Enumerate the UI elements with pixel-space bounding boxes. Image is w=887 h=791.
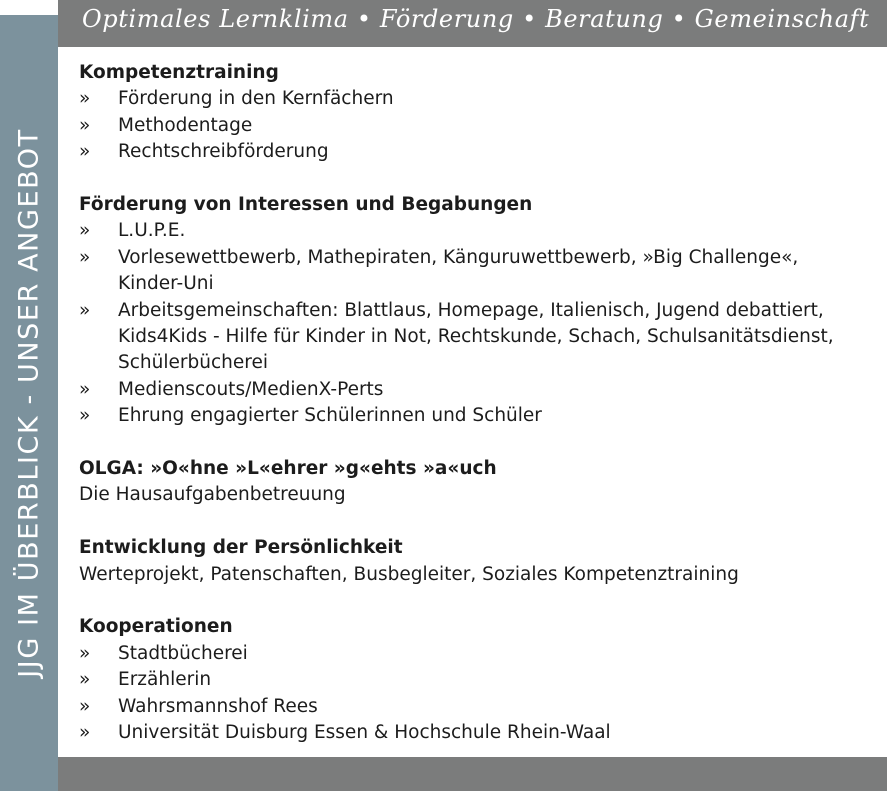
list-item xyxy=(79,245,869,298)
list-item-text: Erzählerin xyxy=(118,669,212,691)
section-foerderung xyxy=(79,192,869,430)
section-text: Die Hausaufgabenbetreuung xyxy=(79,484,346,506)
section-olga xyxy=(79,456,869,509)
bullet-icon: » xyxy=(79,405,91,427)
foerderung-list xyxy=(79,218,869,429)
section-text: Werteprojekt, Patenschaften, Busbegleiter, Soziales Kompetenztraining xyxy=(79,563,739,585)
bullet-icon: » xyxy=(79,220,91,242)
sidebar xyxy=(0,15,58,791)
list-item-text: Stadtbücherei xyxy=(118,642,248,664)
bullet-icon: » xyxy=(79,246,91,268)
list-item-text: Rechtschreibförderung xyxy=(118,141,329,163)
list-item xyxy=(79,403,869,429)
list-item xyxy=(79,218,869,244)
bullet-icon: » xyxy=(79,88,91,110)
sidebar-title: JJG IM ÜBERBLICK - UNSER ANGEBOT xyxy=(13,128,45,678)
bullet-icon: » xyxy=(79,642,91,664)
list-item-text: Wahrsmannshof Rees xyxy=(118,695,318,717)
bullet-icon: » xyxy=(79,669,91,691)
list-item xyxy=(79,694,869,720)
footer-bar xyxy=(58,757,887,791)
list-item-text: L.U.P.E. xyxy=(118,220,186,242)
list-item xyxy=(79,86,869,112)
offer-content xyxy=(79,60,869,773)
kooperationen-list xyxy=(79,641,869,747)
list-item-text: Methodentage xyxy=(118,114,253,136)
bullet-icon: » xyxy=(79,378,91,400)
list-item xyxy=(79,377,869,403)
bullet-icon: » xyxy=(79,141,91,163)
list-item-text: Ehrung engagierter Schülerinnen und Schüler xyxy=(118,405,542,427)
header-bar xyxy=(58,0,887,47)
list-item-text: Medienscouts/MedienX-Perts xyxy=(118,378,384,400)
bullet-icon: » xyxy=(79,722,91,744)
list-item xyxy=(79,641,869,667)
section-heading: OLGA: »O«hne »L«ehrer »g«ehts »a«uch xyxy=(79,458,497,480)
list-item xyxy=(79,113,869,139)
bullet-icon: » xyxy=(79,299,91,321)
section-heading: Kooperationen xyxy=(79,616,233,638)
section-kooperationen xyxy=(79,614,869,746)
list-item-text: Vorlesewettbewerb, Mathepiraten, Känguruwettbewerb, »Big Challenge«, Kinder-Uni xyxy=(118,246,799,295)
section-heading: Entwicklung der Persönlichkeit xyxy=(79,537,403,559)
list-item-text: Universität Duisburg Essen & Hochschule Rhein-Waal xyxy=(118,722,611,744)
kompetenz-list xyxy=(79,86,869,165)
list-item-text: Förderung in den Kernfächern xyxy=(118,88,394,110)
list-item xyxy=(79,298,869,377)
section-heading: Förderung von Interessen und Begabungen xyxy=(79,194,533,216)
section-heading: Kompetenztraining xyxy=(79,62,279,83)
list-item-text: Arbeitsgemeinschaften: Blattlaus, Homepage, Italienisch, Jugend debattiert, Kids4Kids - Hilfe für Kinder in Not, Rechtskunde, Schach, Schulsanitätsdienst, Schülerbücherei xyxy=(118,299,834,374)
list-item xyxy=(79,139,869,165)
section-kompetenztraining xyxy=(79,60,869,166)
list-item xyxy=(79,720,869,746)
list-item xyxy=(79,667,869,693)
section-persoenlichkeit xyxy=(79,535,869,588)
header-tagline: Optimales Lernklima • Förderung • Beratung • Gemeinschaft xyxy=(82,5,870,33)
bullet-icon: » xyxy=(79,695,91,717)
bullet-icon: » xyxy=(79,114,91,136)
